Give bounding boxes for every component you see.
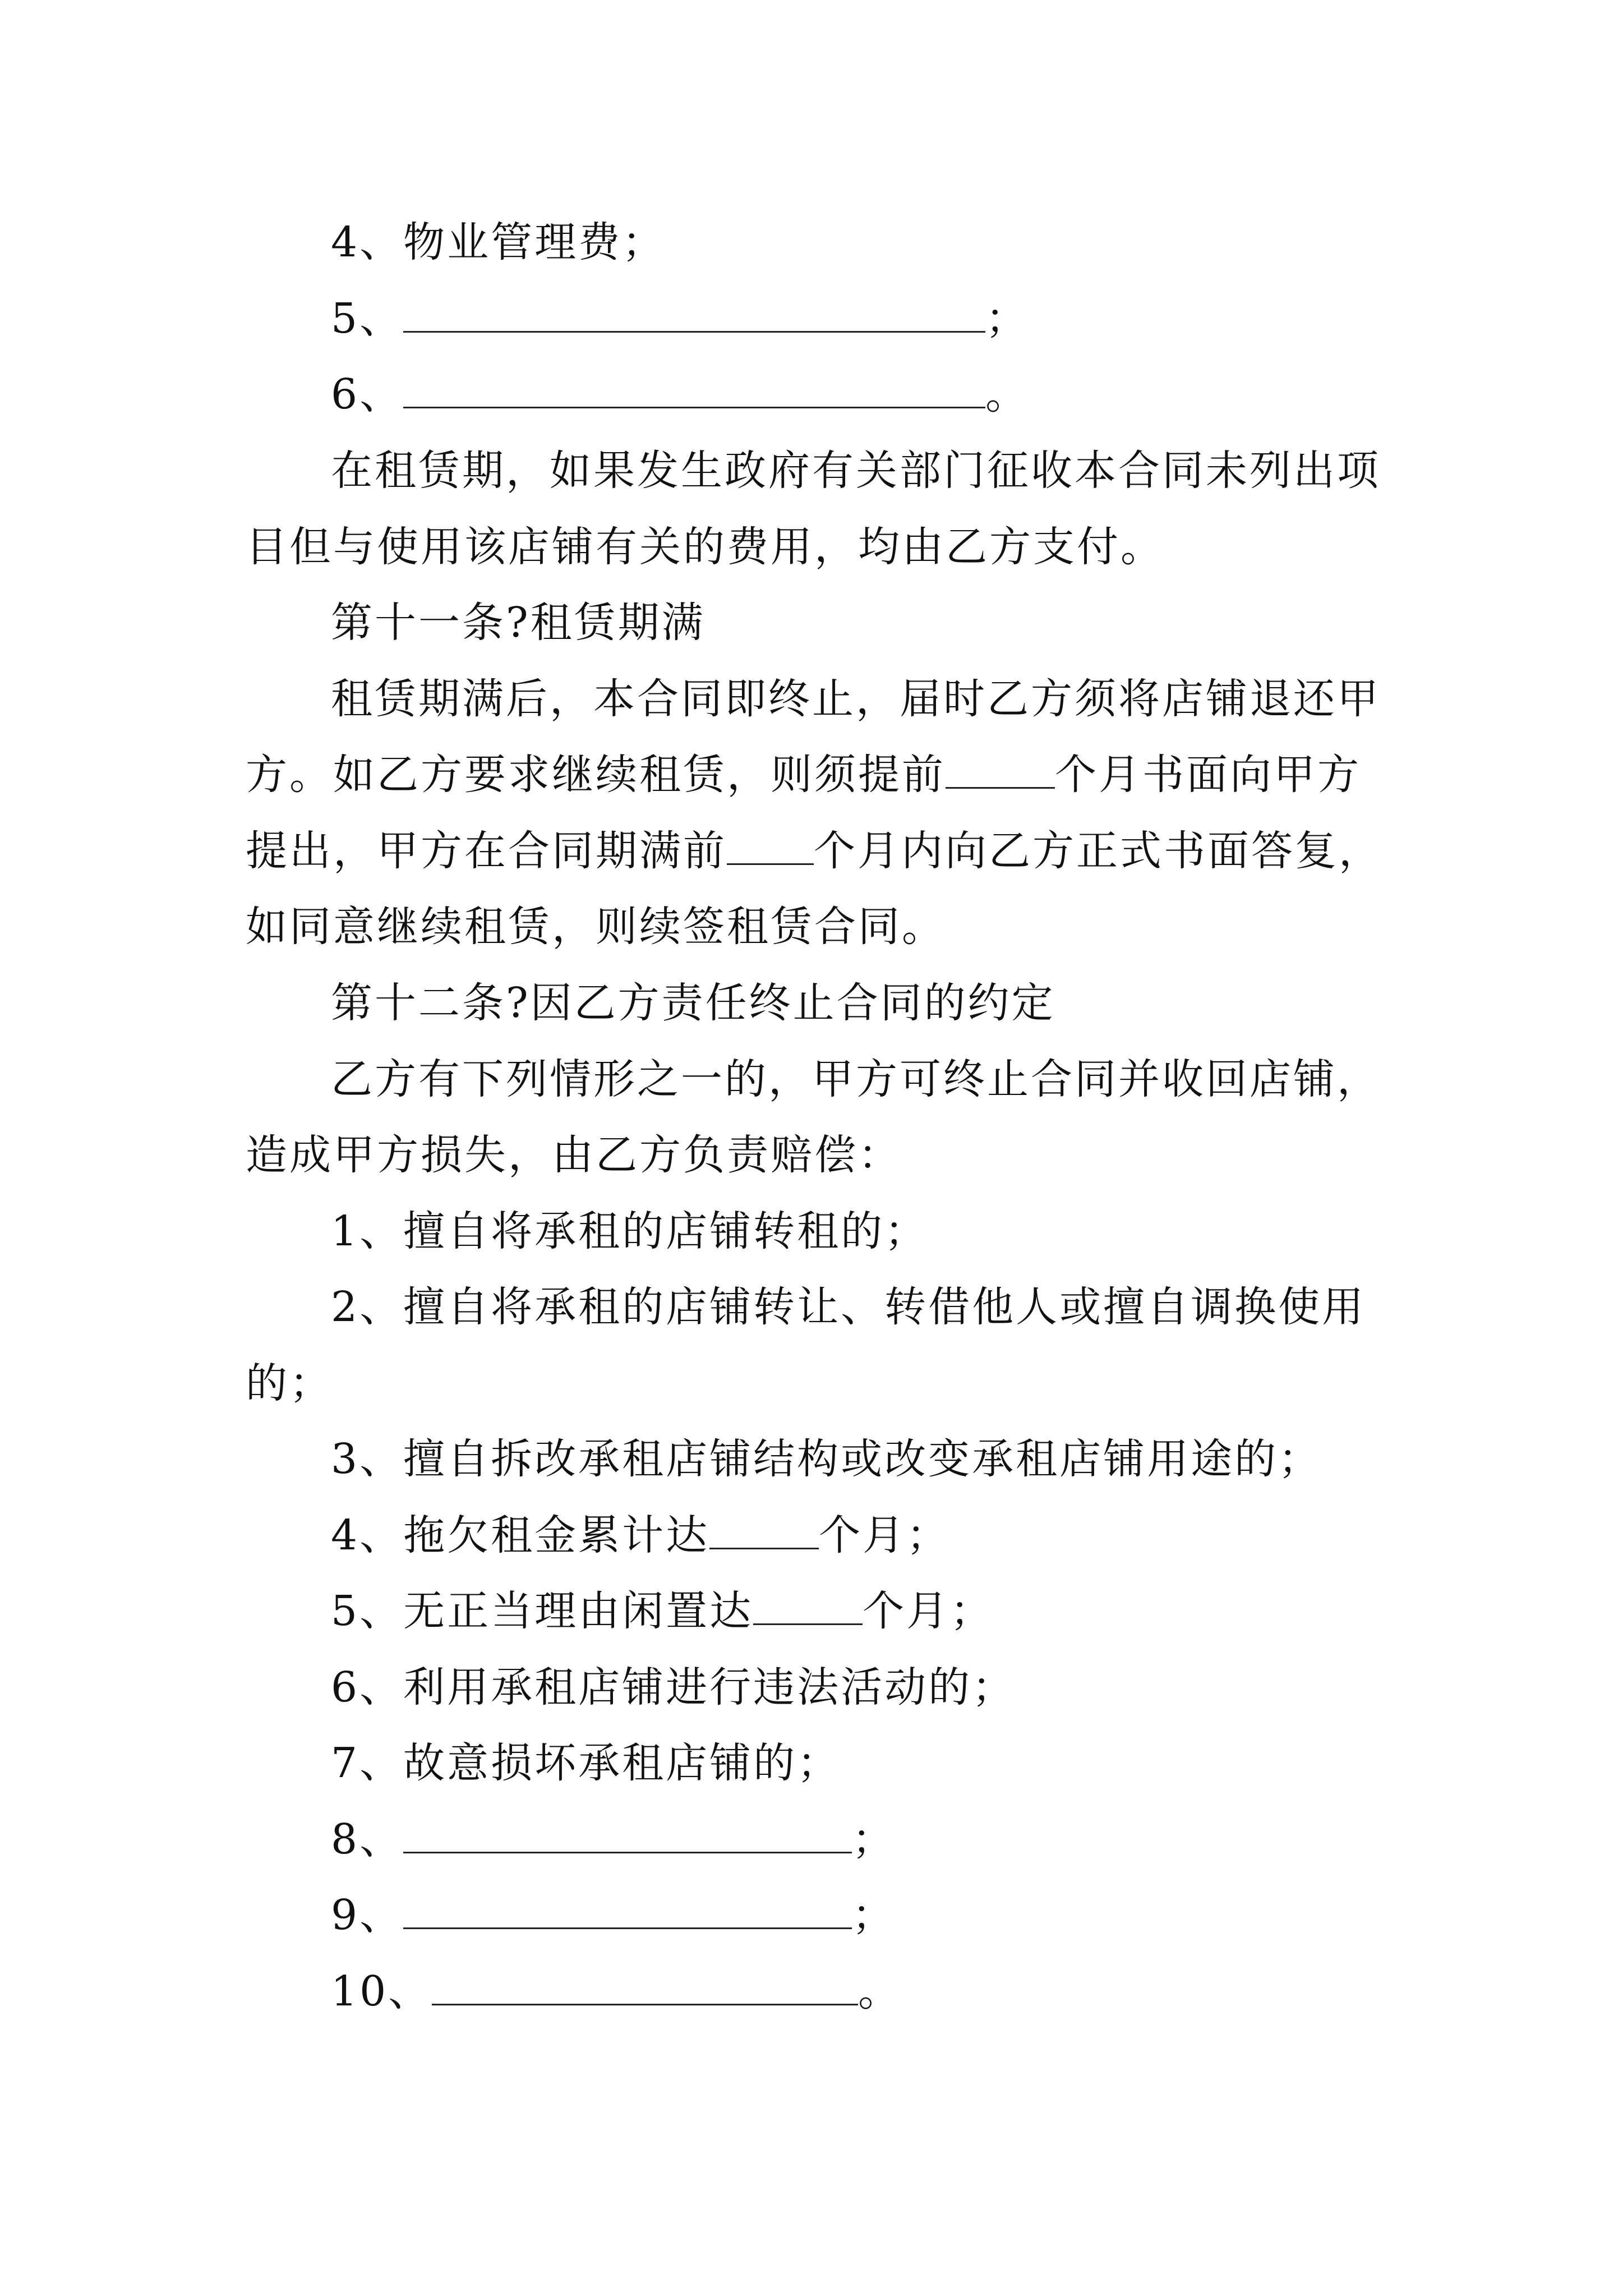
line-text: 租赁期满后，本合同即终止，届时乙方须将店铺退还甲 xyxy=(331,675,1381,723)
list-item-1 xyxy=(331,1203,928,1259)
line-prefix: 4、拖欠租金累计达 xyxy=(331,1511,710,1559)
fill-in-blank xyxy=(403,296,985,333)
line-suffix: 。 xyxy=(985,370,1030,418)
line-text: 3、擅自拆改承租店铺结构或改变承租店铺用途的； xyxy=(331,1435,1322,1483)
line-suffix: ； xyxy=(852,1815,896,1864)
line-suffix: 个月； xyxy=(819,1511,951,1559)
fill-in-blank xyxy=(946,752,1055,789)
fill-in-blank xyxy=(753,1589,863,1625)
line-prefix: 9、 xyxy=(331,1891,404,1939)
paragraph-line xyxy=(246,899,946,955)
line-prefix: 方。如乙方要求继续租赁，则须提前 xyxy=(246,751,946,799)
line-text: 造成甲方损失，由乙方负责赔偿： xyxy=(246,1131,902,1179)
line-prefix: 10、 xyxy=(331,1967,432,2016)
line-text: 6、利用承租店铺进行违法活动的； xyxy=(331,1663,1016,1711)
line-item-5-blank xyxy=(331,291,1029,347)
line-prefix: 5、无正当理由闲置达 xyxy=(331,1587,754,1635)
article-11-heading xyxy=(331,595,706,651)
list-item-4 xyxy=(331,1507,950,1563)
line-text: 2、擅自将承租的店铺转让、转借他人或擅自调换使用 xyxy=(331,1283,1366,1331)
list-item-8-blank xyxy=(331,1811,896,1867)
line-text: 目但与使用该店铺有关的费用，均由乙方支付。 xyxy=(246,523,1164,571)
list-item-2 xyxy=(331,1279,1366,1335)
list-item-9-blank xyxy=(331,1887,896,1943)
list-item-3 xyxy=(331,1431,1322,1487)
paragraph-line-with-blank xyxy=(246,823,1382,879)
line-prefix: 6、 xyxy=(331,370,404,418)
line-suffix: 个月书面向甲方 xyxy=(1055,751,1361,799)
fill-in-blank xyxy=(403,1893,852,1929)
line-text: 1、擅自将承租的店铺转租的； xyxy=(331,1207,929,1255)
paragraph-line xyxy=(331,1051,1381,1107)
line-prefix: 提出，甲方在合同期满前 xyxy=(246,827,727,875)
list-item-7 xyxy=(331,1735,841,1791)
fill-in-blank xyxy=(403,1817,852,1853)
line-text: 如同意继续租赁，则续签租赁合同。 xyxy=(246,903,946,951)
line-text: 在租赁期，如果发生政府有关部门征收本合同未列出项 xyxy=(331,447,1381,495)
fill-in-blank xyxy=(727,829,814,865)
line-suffix: ； xyxy=(852,1891,896,1939)
line-item-4-property-fee xyxy=(331,214,666,270)
list-item-10-blank xyxy=(331,1963,902,2019)
paragraph-line xyxy=(331,443,1381,499)
line-text: 第十二条?因乙方责任终止合同的约定 xyxy=(331,979,1055,1027)
list-item-2-continued xyxy=(246,1355,333,1411)
paragraph-line-with-blank xyxy=(246,747,1361,803)
list-item-6 xyxy=(331,1659,1016,1715)
line-text: 第十一条?租赁期满 xyxy=(331,599,706,647)
line-text: 的； xyxy=(246,1359,333,1407)
line-suffix: ； xyxy=(985,295,1030,343)
line-suffix: 个月； xyxy=(863,1587,994,1635)
line-text: 乙方有下列情形之一的，甲方可终止合同并收回店铺， xyxy=(331,1055,1381,1103)
article-12-heading xyxy=(331,975,1055,1031)
line-text: 7、故意损坏承租店铺的； xyxy=(331,1739,841,1787)
paragraph-line xyxy=(331,671,1381,727)
line-suffix: 个月内向乙方正式书面答复， xyxy=(814,827,1382,875)
list-item-5 xyxy=(331,1583,994,1639)
line-text: 4、物业管理费； xyxy=(331,218,666,266)
fill-in-blank xyxy=(432,1969,858,2005)
paragraph-line xyxy=(246,1127,902,1183)
fill-in-blank xyxy=(403,372,985,408)
line-item-6-blank xyxy=(331,366,1029,422)
fill-in-blank xyxy=(709,1513,819,1549)
line-suffix: 。 xyxy=(858,1967,902,2016)
line-prefix: 5、 xyxy=(331,295,404,343)
line-prefix: 8、 xyxy=(331,1815,404,1864)
paragraph-line xyxy=(246,519,1164,575)
